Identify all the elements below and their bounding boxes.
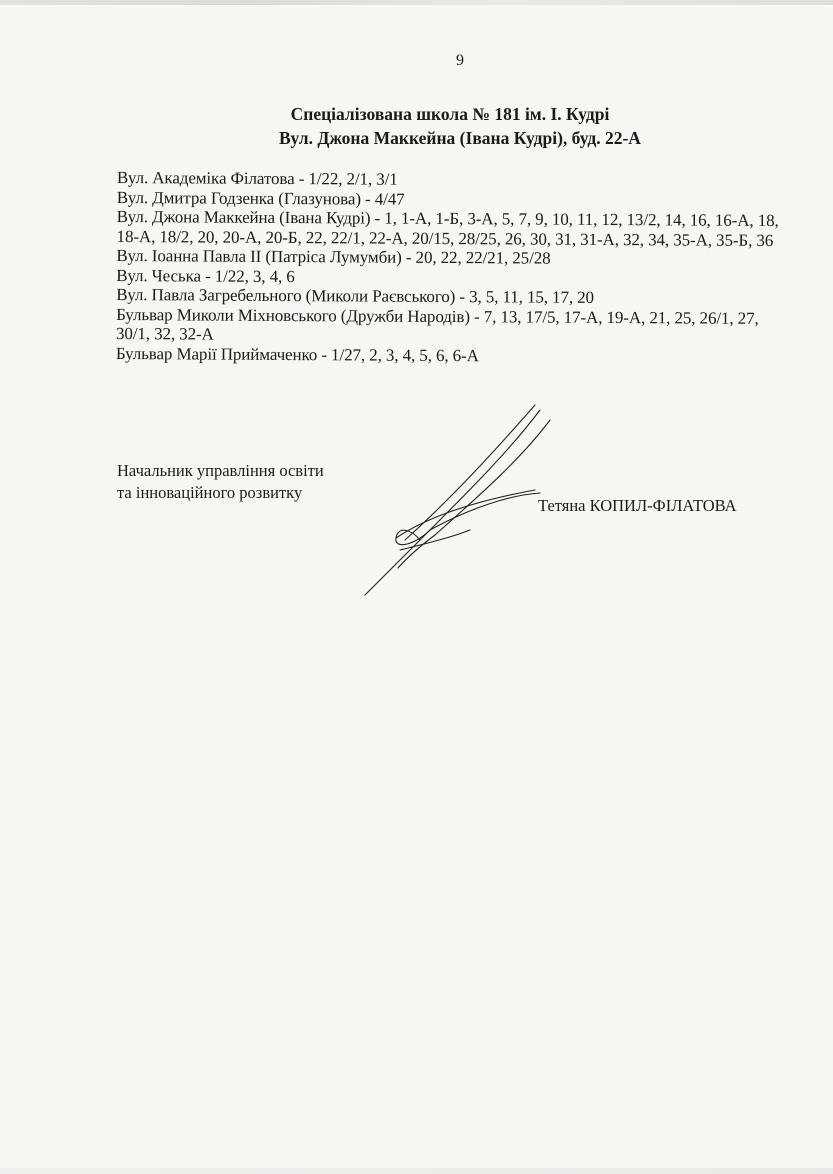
handwritten-signature bbox=[360, 390, 590, 600]
address-item: Бульвар Миколи Міхновського (Дружби Народів) - 7, 13, 17/5, 17-А, 19-А, 21, 25, 26/1, 27, 30/1, 32, 32-А bbox=[115, 304, 759, 344]
signer-position-line: Начальник управління освіти bbox=[117, 461, 324, 480]
address-item: Вул. Павла Загребельного (Миколи Раєвського) - 3, 5, 11, 15, 17, 20 bbox=[116, 284, 595, 307]
school-address: Вул. Джона Маккейна (Івана Кудрі), буд. 22-А bbox=[279, 128, 641, 148]
address-item: Вул. Чеська - 1/22, 3, 4, 6 bbox=[116, 265, 295, 286]
address-item: Вул. Дмитра Годзенка (Глазунова) - 4/47 bbox=[116, 187, 405, 209]
page-number: 9 bbox=[456, 52, 464, 69]
address-item: Вул. Іоанна Павла ІІ (Патріса Лумумби) - 20, 22, 22/21, 25/28 bbox=[116, 245, 551, 268]
signer-name: Тетяна КОПИЛ-ФІЛАТОВА bbox=[538, 496, 737, 515]
scan-edge-bottom bbox=[0, 1168, 833, 1174]
address-list bbox=[116, 168, 797, 367]
address-item: Вул. Академіка Філатова - 1/22, 2/1, 3/1 bbox=[116, 168, 398, 189]
signer-position-line: та інноваційного розвитку bbox=[117, 483, 303, 502]
signer-position bbox=[117, 460, 324, 504]
scan-edge-top bbox=[0, 0, 833, 5]
address-item: Вул. Джона Маккейна (Івана Кудрі) - 1, 1-А, 1-Б, 3-А, 5, 7, 9, 10, 11, 12, 13/2, 14, 16, 16-А, 18, 18-А, 18/2, 20, 20-А, 20-Б, 22, 22/1, 22-А, 20/15, 28/25, 26, 30, 31, 31-А, 32, 34, 35-А, 35-Б, 36 bbox=[116, 206, 779, 250]
address-item: Бульвар Марії Приймаченко - 1/27, 2, 3, 4, 5, 6, 6-А bbox=[115, 343, 479, 365]
school-title: Спеціалізована школа № 181 ім. І. Кудрі bbox=[290, 104, 610, 124]
